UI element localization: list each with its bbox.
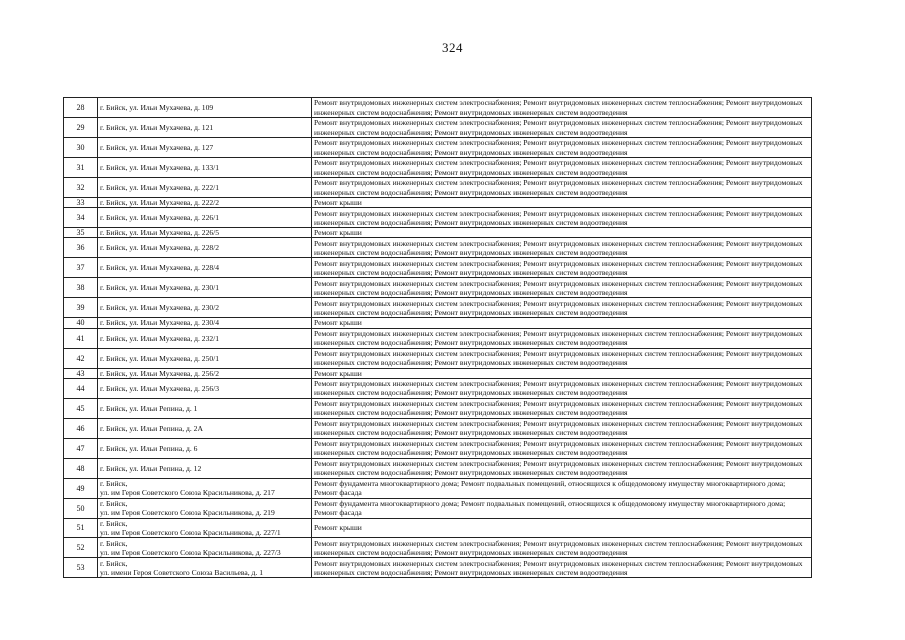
row-number-cell: 37 bbox=[64, 258, 98, 278]
work-type-cell: Ремонт внутридомовых инженерных систем электроснабжения; Ремонт внутридомовых инженерных систем теплоснабжения; Ремонт внутридомовых инженерных систем водоснабжения; Ремонт внутридомовых инженерных систем водоотведения bbox=[312, 208, 812, 228]
row-number-cell: 44 bbox=[64, 378, 98, 398]
row-number-cell: 29 bbox=[64, 118, 98, 138]
table-body bbox=[64, 98, 812, 578]
row-number-cell: 42 bbox=[64, 348, 98, 368]
row-number-cell: 51 bbox=[64, 518, 98, 537]
address-cell: г. Бийск, ул. им Героя Советского Союза Красильникова, д. 219 bbox=[98, 498, 312, 518]
table-row bbox=[64, 278, 812, 298]
address-cell: г. Бийск, ул. имени Героя Советского Союза Васильева, д. 1 bbox=[98, 558, 312, 578]
table-row bbox=[64, 458, 812, 478]
table-row bbox=[64, 498, 812, 518]
work-type-cell: Ремонт внутридомовых инженерных систем электроснабжения; Ремонт внутридомовых инженерных систем теплоснабжения; Ремонт внутридомовых инженерных систем водоснабжения; Ремонт внутридомовых инженерных систем водоотведения bbox=[312, 298, 812, 318]
address-cell: г. Бийск, ул. Ильи Репина, д. 2А bbox=[98, 418, 312, 438]
row-number-cell: 52 bbox=[64, 538, 98, 558]
table-row bbox=[64, 328, 812, 348]
row-number-cell: 48 bbox=[64, 458, 98, 478]
work-type-cell: Ремонт внутридомовых инженерных систем электроснабжения; Ремонт внутридомовых инженерных систем теплоснабжения; Ремонт внутридомовых инженерных систем водоснабжения; Ремонт внутридомовых инженерных систем водоотведения bbox=[312, 118, 812, 138]
row-number-cell: 28 bbox=[64, 98, 98, 118]
page-number: 324 bbox=[442, 40, 463, 55]
work-type-cell: Ремонт внутридомовых инженерных систем электроснабжения; Ремонт внутридомовых инженерных систем теплоснабжения; Ремонт внутридомовых инженерных систем водоснабжения; Ремонт внутридомовых инженерных систем водоотведения bbox=[312, 398, 812, 418]
work-type-cell: Ремонт внутридомовых инженерных систем электроснабжения; Ремонт внутридомовых инженерных систем теплоснабжения; Ремонт внутридомовых инженерных систем водоснабжения; Ремонт внутридомовых инженерных систем водоотведения bbox=[312, 98, 812, 118]
row-number-cell: 46 bbox=[64, 418, 98, 438]
address-cell: г. Бийск, ул. Ильи Мухачева, д. 230/2 bbox=[98, 298, 312, 318]
work-type-cell: Ремонт внутридомовых инженерных систем электроснабжения; Ремонт внутридомовых инженерных систем теплоснабжения; Ремонт внутридомовых инженерных систем водоснабжения; Ремонт внутридомовых инженерных систем водоотведения bbox=[312, 418, 812, 438]
table-row bbox=[64, 558, 812, 578]
work-type-cell: Ремонт крыши bbox=[312, 198, 812, 208]
row-number-cell: 50 bbox=[64, 498, 98, 518]
row-number-cell: 43 bbox=[64, 368, 98, 378]
row-number-cell: 53 bbox=[64, 558, 98, 578]
work-type-cell: Ремонт внутридомовых инженерных систем электроснабжения; Ремонт внутридомовых инженерных систем теплоснабжения; Ремонт внутридомовых инженерных систем водоснабжения; Ремонт внутридомовых инженерных систем водоотведения bbox=[312, 258, 812, 278]
table-row bbox=[64, 438, 812, 458]
table-row bbox=[64, 478, 812, 498]
row-number-cell: 40 bbox=[64, 318, 98, 328]
address-cell: г. Бийск, ул. им Героя Советского Союза Красильникова, д. 227/1 bbox=[98, 518, 312, 537]
table-row bbox=[64, 118, 812, 138]
table-row bbox=[64, 368, 812, 378]
address-cell: г. Бийск, ул. Ильи Мухачева, д. 127 bbox=[98, 138, 312, 158]
work-type-cell: Ремонт внутридомовых инженерных систем электроснабжения; Ремонт внутридомовых инженерных систем теплоснабжения; Ремонт внутридомовых инженерных систем водоснабжения; Ремонт внутридомовых инженерных систем водоотведения bbox=[312, 438, 812, 458]
work-type-cell: Ремонт крыши bbox=[312, 368, 812, 378]
row-number-cell: 34 bbox=[64, 208, 98, 228]
table-row bbox=[64, 318, 812, 328]
table-row bbox=[64, 138, 812, 158]
address-cell: г. Бийск, ул. Ильи Мухачева, д. 226/5 bbox=[98, 228, 312, 238]
work-type-cell: Ремонт внутридомовых инженерных систем электроснабжения; Ремонт внутридомовых инженерных систем теплоснабжения; Ремонт внутридомовых инженерных систем водоснабжения; Ремонт внутридомовых инженерных систем водоотведения bbox=[312, 538, 812, 558]
row-number-cell: 38 bbox=[64, 278, 98, 298]
address-cell: г. Бийск, ул. Ильи Мухачева, д. 226/1 bbox=[98, 208, 312, 228]
table-row bbox=[64, 228, 812, 238]
address-cell: г. Бийск, ул. Ильи Мухачева, д. 109 bbox=[98, 98, 312, 118]
table-row bbox=[64, 158, 812, 178]
address-cell: г. Бийск, ул. Ильи Мухачева, д. 222/1 bbox=[98, 178, 312, 198]
work-type-cell: Ремонт крыши bbox=[312, 228, 812, 238]
address-cell: г. Бийск, ул. Ильи Мухачева, д. 256/2 bbox=[98, 368, 312, 378]
table-row bbox=[64, 398, 812, 418]
address-cell: г. Бийск, ул. Ильи Мухачева, д. 232/1 bbox=[98, 328, 312, 348]
address-cell: г. Бийск, ул. Ильи Мухачева, д. 133/1 bbox=[98, 158, 312, 178]
address-cell: г. Бийск, ул. им Героя Советского Союза Красильникова, д. 217 bbox=[98, 478, 312, 498]
address-cell: г. Бийск, ул. Ильи Репина, д. 1 bbox=[98, 398, 312, 418]
work-type-cell: Ремонт внутридомовых инженерных систем электроснабжения; Ремонт внутридомовых инженерных систем теплоснабжения; Ремонт внутридомовых инженерных систем водоснабжения; Ремонт внутридомовых инженерных систем водоотведения bbox=[312, 278, 812, 298]
table-row bbox=[64, 258, 812, 278]
work-type-cell: Ремонт фундамента многоквартирного дома; Ремонт подвальных помещений, относящихся к общедомовому имуществу многоквартирного дома; Ремонт фасада bbox=[312, 478, 812, 498]
work-type-cell: Ремонт внутридомовых инженерных систем электроснабжения; Ремонт внутридомовых инженерных систем теплоснабжения; Ремонт внутридомовых инженерных систем водоснабжения; Ремонт внутридомовых инженерных систем водоотведения bbox=[312, 328, 812, 348]
table-row bbox=[64, 538, 812, 558]
table-row bbox=[64, 378, 812, 398]
work-type-cell: Ремонт внутридомовых инженерных систем электроснабжения; Ремонт внутридомовых инженерных систем теплоснабжения; Ремонт внутридомовых инженерных систем водоснабжения; Ремонт внутридомовых инженерных систем водоотведения bbox=[312, 158, 812, 178]
row-number-cell: 41 bbox=[64, 328, 98, 348]
work-type-cell: Ремонт внутридомовых инженерных систем электроснабжения; Ремонт внутридомовых инженерных систем теплоснабжения; Ремонт внутридомовых инженерных систем водоснабжения; Ремонт внутридомовых инженерных систем водоотведения bbox=[312, 178, 812, 198]
table-row bbox=[64, 208, 812, 228]
row-number-cell: 45 bbox=[64, 398, 98, 418]
work-type-cell: Ремонт внутридомовых инженерных систем электроснабжения; Ремонт внутридомовых инженерных систем теплоснабжения; Ремонт внутридомовых инженерных систем водоснабжения; Ремонт внутридомовых инженерных систем водоотведения bbox=[312, 348, 812, 368]
table-row bbox=[64, 178, 812, 198]
table-row bbox=[64, 298, 812, 318]
address-cell: г. Бийск, ул. Ильи Репина, д. 6 bbox=[98, 438, 312, 458]
address-cell: г. Бийск, ул. Ильи Мухачева, д. 228/4 bbox=[98, 258, 312, 278]
work-type-cell: Ремонт крыши bbox=[312, 318, 812, 328]
table-row bbox=[64, 348, 812, 368]
work-type-cell: Ремонт внутридомовых инженерных систем электроснабжения; Ремонт внутридомовых инженерных систем теплоснабжения; Ремонт внутридомовых инженерных систем водоснабжения; Ремонт внутридомовых инженерных систем водоотведения bbox=[312, 378, 812, 398]
table-row bbox=[64, 518, 812, 537]
row-number-cell: 32 bbox=[64, 178, 98, 198]
address-cell: г. Бийск, ул. им Героя Советского Союза Красильникова, д. 227/3 bbox=[98, 538, 312, 558]
repair-table-container bbox=[63, 97, 811, 578]
row-number-cell: 47 bbox=[64, 438, 98, 458]
work-type-cell: Ремонт внутридомовых инженерных систем электроснабжения; Ремонт внутридомовых инженерных систем теплоснабжения; Ремонт внутридомовых инженерных систем водоснабжения; Ремонт внутридомовых инженерных систем водоотведения bbox=[312, 458, 812, 478]
work-type-cell: Ремонт внутридомовых инженерных систем электроснабжения; Ремонт внутридомовых инженерных систем теплоснабжения; Ремонт внутридомовых инженерных систем водоснабжения; Ремонт внутридомовых инженерных систем водоотведения bbox=[312, 138, 812, 158]
row-number-cell: 33 bbox=[64, 198, 98, 208]
work-type-cell: Ремонт внутридомовых инженерных систем электроснабжения; Ремонт внутридомовых инженерных систем теплоснабжения; Ремонт внутридомовых инженерных систем водоснабжения; Ремонт внутридомовых инженерных систем водоотведения bbox=[312, 238, 812, 258]
table-row bbox=[64, 198, 812, 208]
table-row bbox=[64, 98, 812, 118]
row-number-cell: 49 bbox=[64, 478, 98, 498]
table-row bbox=[64, 418, 812, 438]
address-cell: г. Бийск, ул. Ильи Мухачева, д. 222/2 bbox=[98, 198, 312, 208]
work-type-cell: Ремонт крыши bbox=[312, 518, 812, 537]
address-cell: г. Бийск, ул. Ильи Мухачева, д. 230/4 bbox=[98, 318, 312, 328]
address-cell: г. Бийск, ул. Ильи Мухачева, д. 250/1 bbox=[98, 348, 312, 368]
repair-table bbox=[63, 97, 812, 578]
address-cell: г. Бийск, ул. Ильи Репина, д. 12 bbox=[98, 458, 312, 478]
table-row bbox=[64, 238, 812, 258]
work-type-cell: Ремонт фундамента многоквартирного дома; Ремонт подвальных помещений, относящихся к общедомовому имуществу многоквартирного дома; Ремонт фасада bbox=[312, 498, 812, 518]
row-number-cell: 39 bbox=[64, 298, 98, 318]
row-number-cell: 36 bbox=[64, 238, 98, 258]
address-cell: г. Бийск, ул. Ильи Мухачева, д. 121 bbox=[98, 118, 312, 138]
work-type-cell: Ремонт внутридомовых инженерных систем электроснабжения; Ремонт внутридомовых инженерных систем теплоснабжения; Ремонт внутридомовых инженерных систем водоснабжения; Ремонт внутридомовых инженерных систем водоотведения bbox=[312, 558, 812, 578]
row-number-cell: 35 bbox=[64, 228, 98, 238]
address-cell: г. Бийск, ул. Ильи Мухачева, д. 256/3 bbox=[98, 378, 312, 398]
address-cell: г. Бийск, ул. Ильи Мухачева, д. 230/1 bbox=[98, 278, 312, 298]
address-cell: г. Бийск, ул. Ильи Мухачева, д. 228/2 bbox=[98, 238, 312, 258]
row-number-cell: 30 bbox=[64, 138, 98, 158]
row-number-cell: 31 bbox=[64, 158, 98, 178]
